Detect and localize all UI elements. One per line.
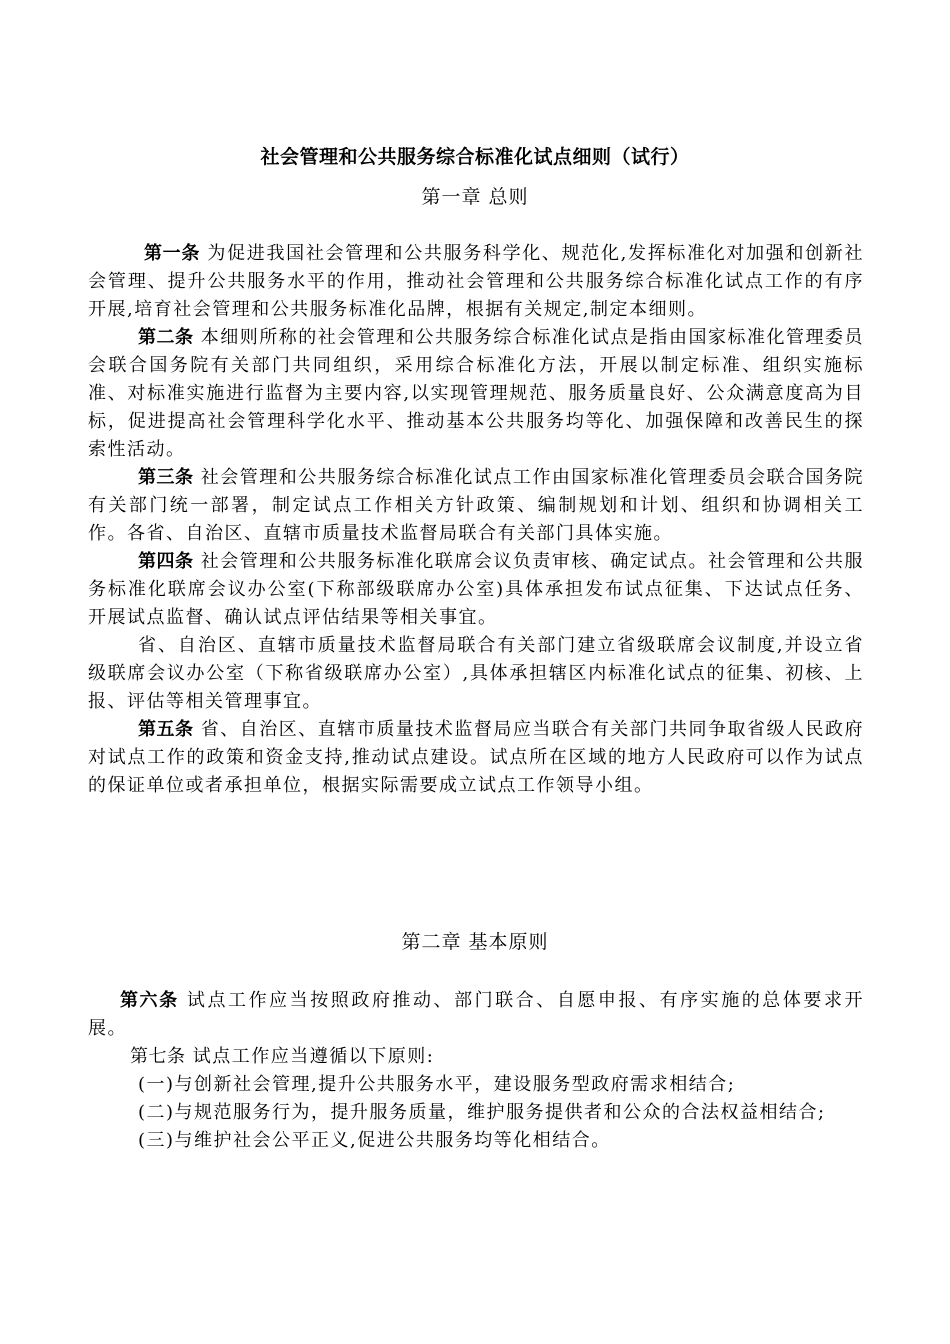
- chapter-heading: 第二章 基本原则: [401, 931, 549, 953]
- article-text: 为促进我国社会管理和公共服务科学化、规范化,发挥标准化对加强和创新社会管理、提升公共服务水平的作用，推动社会管理和公共服务综合标准化试点工作的有序开展,培育社会管理和公共服务标准化品牌，根据有关规定,制定本细则。: [88, 243, 864, 320]
- article-text: 省、自治区、直辖市质量技术监督局联合有关部门建立省级联席会议制度,并设立省级联席会议办公室（下称省级联席办公室）,具体承担辖区内标准化试点的征集、初核、上报、评估等相关管理事宜。: [88, 635, 864, 712]
- article-paragraph: [88, 1043, 864, 1071]
- article-text: 省、自治区、直辖市质量技术监督局应当联合有关部门共同争取省级人民政府对试点工作的政策和资金支持,推动试点建设。试点所在区域的地方人民政府可以作为试点的保证单位或者承担单位，根据实际需要成立试点工作领导小组。: [88, 719, 865, 796]
- article-label: 第五条: [138, 719, 194, 740]
- list-item: [88, 1071, 864, 1099]
- document-title: 社会管理和公共服务综合标准化试点细则（试行）: [260, 146, 690, 168]
- article-label: 第二条: [138, 327, 194, 348]
- list-item: [88, 1127, 864, 1155]
- article-label: 第三条: [138, 467, 194, 488]
- list-item: [88, 1099, 864, 1127]
- list-item-text: (二)与规范服务行为，提升服务质量，维护服务提供者和公众的合法权益相结合;: [138, 1102, 826, 1123]
- article-text: 试点工作应当按照政府推动、部门联合、自愿申报、有序实施的总体要求开展。: [88, 990, 865, 1039]
- article-text: 社会管理和公共服务标准化联席会议负责审核、确定试点。社会管理和公共服务标准化联席会议办公室(下称部级联席办公室)具体承担发布试点征集、下达试点任务、开展试点监督、确认试点评估结果等相关事宜。: [88, 551, 865, 628]
- article-paragraph: [88, 716, 864, 800]
- list-item-text: (一)与创新社会管理,提升公共服务水平，建设服务型政府需求相结合;: [138, 1074, 736, 1095]
- article-text: 本细则所称的社会管理和公共服务综合标准化试点是指由国家标准化管理委员会联合国务院有关部门共同组织，采用综合标准化方法，开展以制定标准、组织实施标准、对标准实施进行监督为主要内容,以实现管理规范、服务质量良好、公众满意度高为目标，促进提高社会管理科学化水平、推动基本公共服务均等化、加强保障和改善民生的探索性活动。: [88, 327, 865, 460]
- article-paragraph: [88, 464, 864, 548]
- article-label: 第七条: [130, 1046, 186, 1067]
- article-paragraph: [88, 548, 864, 632]
- article-label: 第一条: [144, 243, 201, 264]
- article-paragraph: [88, 240, 864, 324]
- chapter-2-body: [88, 987, 864, 1155]
- article-label: 第四条: [138, 551, 194, 572]
- article-label: 第六条: [120, 990, 179, 1011]
- article-paragraph: [88, 324, 864, 464]
- article-paragraph: [88, 987, 864, 1043]
- article-text: 试点工作应当遵循以下原则:: [185, 1046, 435, 1067]
- chapter-heading: 第一章 总则: [421, 186, 529, 208]
- list-item-text: (三)与维护社会公平正义,促进公共服务均等化相结合。: [138, 1130, 611, 1151]
- article-paragraph: [88, 632, 864, 716]
- chapter-1-body: [88, 240, 864, 800]
- article-text: 社会管理和公共服务综合标准化试点工作由国家标准化管理委员会联合国务院有关部门统一部署，制定试点工作相关方针政策、编制规划和计划、组织和协调相关工作。各省、自治区、直辖市质量技术监督局联合有关部门具体实施。: [88, 467, 865, 544]
